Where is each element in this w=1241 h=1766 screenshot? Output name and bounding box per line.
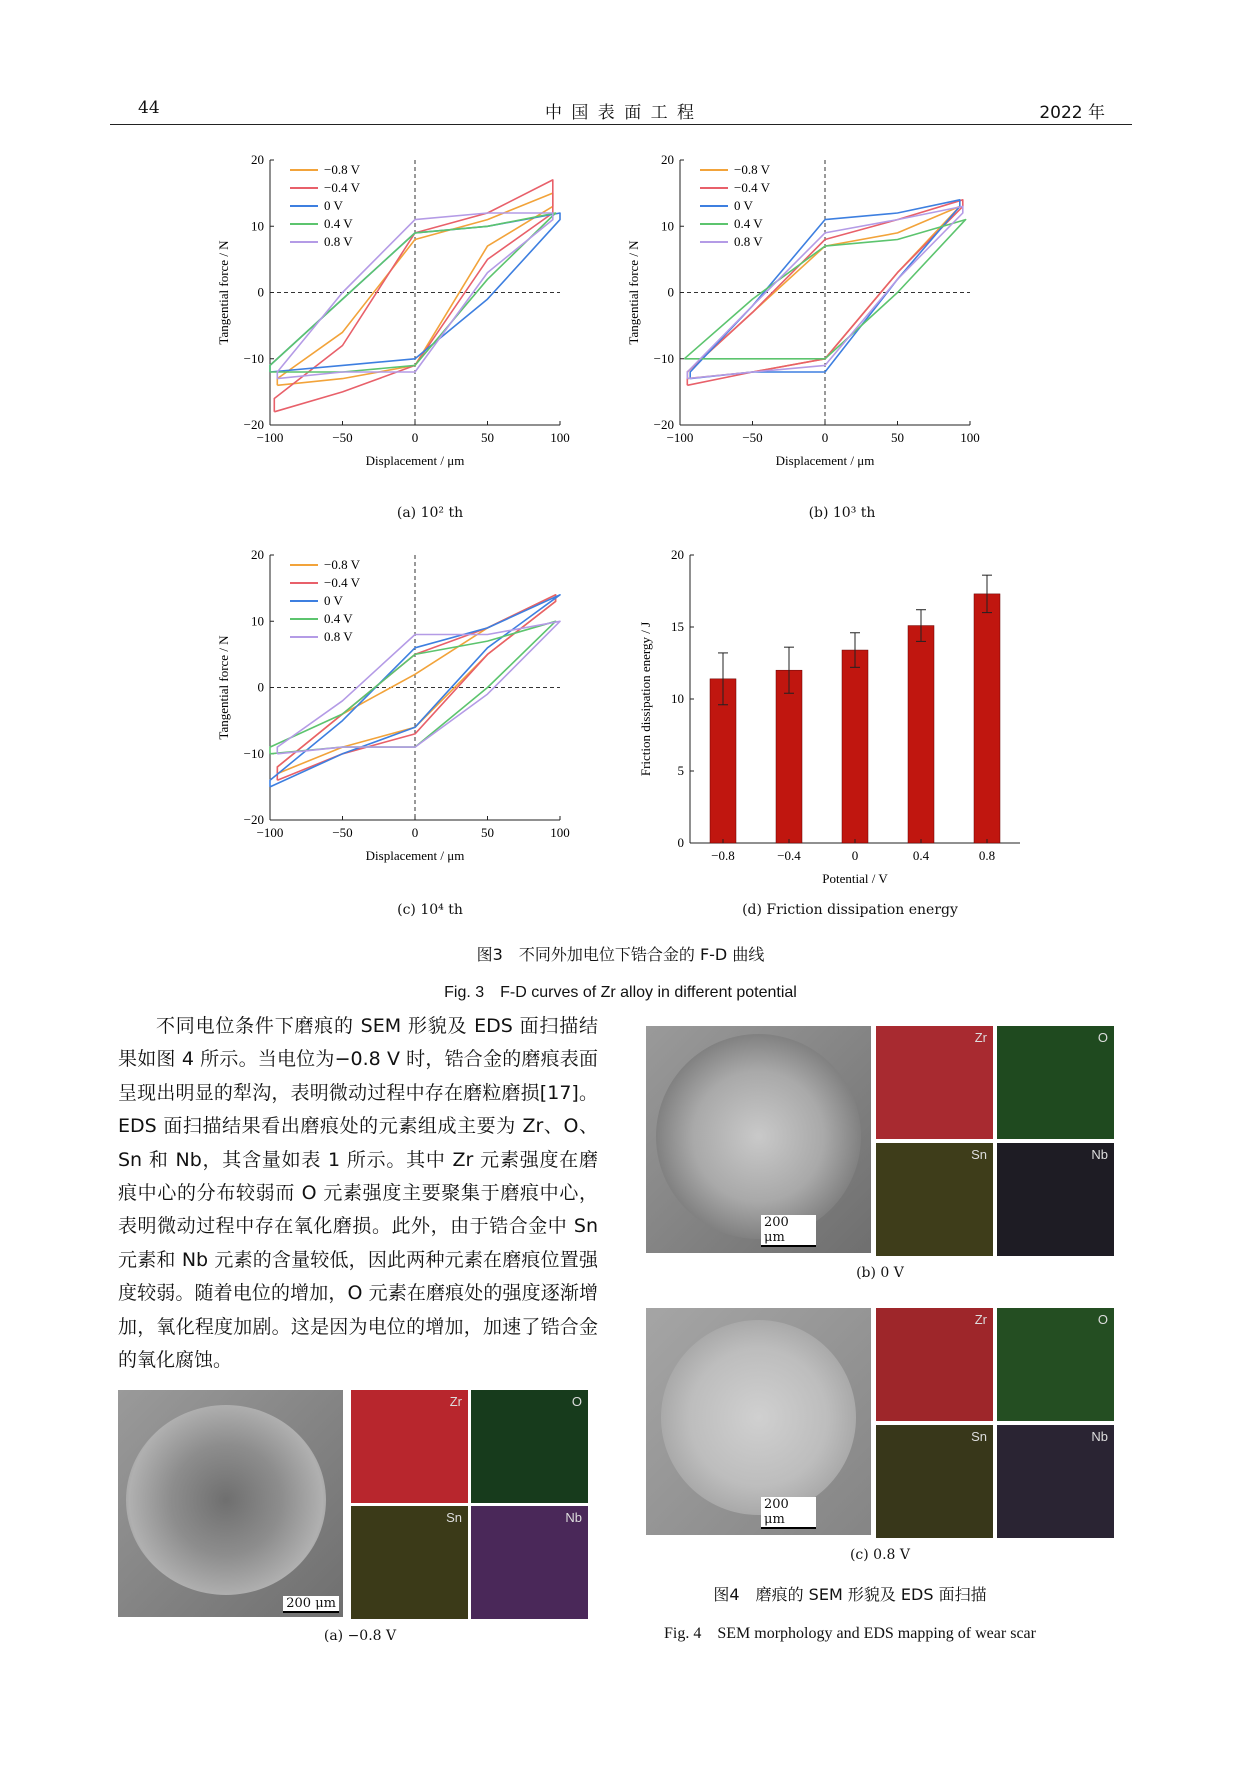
eds-label: Zr bbox=[449, 1394, 462, 1409]
eds-sn-c bbox=[876, 1425, 993, 1538]
caption-a: (a) 10² th bbox=[396, 505, 464, 521]
bar bbox=[974, 594, 1000, 843]
x-tick-label: 0 bbox=[411, 825, 419, 840]
y-tick-label: −10 bbox=[653, 350, 674, 366]
x-tick-label: 50 bbox=[481, 825, 494, 840]
journal-title: 中 国 表 面 工 程 bbox=[544, 103, 697, 123]
eds-sn-a bbox=[351, 1506, 468, 1619]
legend-label: −0.8 V bbox=[734, 162, 770, 177]
body-paragraph bbox=[118, 1010, 598, 1377]
y-tick-label: 10 bbox=[661, 218, 674, 234]
y-tick-label: 0 bbox=[257, 284, 264, 300]
fd-chart-b bbox=[620, 152, 1020, 500]
y-tick-label: −20 bbox=[653, 417, 674, 432]
sem-image-a bbox=[118, 1390, 343, 1617]
scalebar-c: 200 μm bbox=[761, 1497, 816, 1529]
y-tick-label: 15 bbox=[671, 619, 684, 634]
y-axis-label: Tangential force / N bbox=[216, 240, 231, 345]
series-line bbox=[274, 180, 553, 412]
x-tick-label: −50 bbox=[332, 430, 353, 445]
x-tick-label: 100 bbox=[960, 430, 980, 445]
y-tick-label: 0 bbox=[667, 284, 674, 300]
fig4-caption-cn: 图4 磨痕的 SEM 形貌及 EDS 面扫描 bbox=[713, 1585, 987, 1604]
eds-label: O bbox=[1097, 1312, 1108, 1327]
sem-image-b bbox=[646, 1026, 871, 1253]
eds-label: Nb bbox=[565, 1510, 582, 1525]
eds-label: Sn bbox=[446, 1510, 462, 1525]
fig4-subcaption-a: (a) −0.8 V bbox=[323, 1628, 397, 1644]
x-axis-label: Displacement / μm bbox=[775, 453, 875, 468]
y-tick-label: −20 bbox=[243, 812, 264, 827]
legend-label: −0.8 V bbox=[324, 557, 360, 572]
x-tick-label: 50 bbox=[481, 430, 494, 445]
y-tick-label: 0 bbox=[257, 679, 264, 695]
y-tick-label: −10 bbox=[243, 745, 264, 761]
eds-zr-a bbox=[351, 1390, 468, 1503]
energy-bar-chart bbox=[630, 545, 1030, 895]
scalebar-a: 200 μm bbox=[283, 1596, 339, 1613]
legend-label: 0.8 V bbox=[734, 234, 763, 249]
x-axis-label: Displacement / μm bbox=[365, 848, 465, 863]
y-tick-label: 20 bbox=[661, 152, 674, 167]
x-tick-label: 100 bbox=[550, 825, 570, 840]
bar bbox=[842, 650, 868, 843]
fd-chart-c bbox=[210, 547, 610, 895]
legend-label: −0.4 V bbox=[324, 180, 360, 195]
page-number: 44 bbox=[138, 98, 160, 118]
y-axis-label: Tangential force / N bbox=[626, 240, 641, 345]
caption-c: (c) 10⁴ th bbox=[397, 902, 463, 918]
legend-label: 0.4 V bbox=[734, 216, 763, 231]
eds-label: Sn bbox=[971, 1429, 987, 1444]
eds-zr-c bbox=[876, 1308, 993, 1421]
x-axis-label: Potential / V bbox=[822, 871, 888, 886]
eds-label: Zr bbox=[974, 1030, 987, 1045]
fig3-caption-en: Fig. 3 F-D curves of Zr alloy in different potential bbox=[444, 984, 797, 1001]
caption-b: (b) 10³ th bbox=[808, 505, 876, 521]
eds-label: Zr bbox=[974, 1312, 987, 1327]
eds-o-b bbox=[997, 1026, 1114, 1139]
x-tick-label: −0.4 bbox=[777, 848, 801, 863]
eds-zr-b bbox=[876, 1026, 993, 1139]
year: 2022 年 bbox=[1039, 103, 1105, 123]
paragraph-text: 不同电位条件下磨痕的 SEM 形貌及 EDS 面扫描结果如图 4 所示。当电位为−0.8 V 时，锆合金的磨痕表面呈现出明显的犁沟，表明微动过程中存在磨粒磨损[17]。EDS 面扫描结果看出磨痕处的元素组成主要为 Zr、O、Sn 和 Nb，其含量如表 1 所示。其中 Zr 元素强度在磨痕中心的分布较弱而 O 元素强度主要聚集于磨痕中心，表明微动过程中存在氧化磨损。此外，由于锆合金中 Sn 元素和 Nb 元素的含量较低，因此两种元素在磨痕位置强度较弱。随着电位的增加，O 元素在磨痕处的强度逐渐增加，氧化程度加剧。这是因为电位的增加，加速了锆合金的氧化腐蚀。 bbox=[118, 1015, 598, 1372]
legend-label: 0.8 V bbox=[324, 629, 353, 644]
x-tick-label: 50 bbox=[891, 430, 904, 445]
scalebar-b: 200 μm bbox=[761, 1215, 816, 1247]
bar bbox=[776, 670, 802, 843]
legend-label: 0 V bbox=[734, 198, 753, 213]
legend-label: 0.8 V bbox=[324, 234, 353, 249]
eds-label: Nb bbox=[1091, 1429, 1108, 1444]
x-tick-label: −100 bbox=[256, 825, 284, 840]
legend-label: 0 V bbox=[324, 593, 343, 608]
y-tick-label: 0 bbox=[677, 835, 684, 850]
fig3-caption-cn: 图3 不同外加电位下锆合金的 F-D 曲线 bbox=[476, 945, 765, 964]
x-tick-label: 100 bbox=[550, 430, 570, 445]
y-tick-label: −10 bbox=[243, 350, 264, 366]
eds-label: Nb bbox=[1091, 1147, 1108, 1162]
eds-nb-b bbox=[997, 1143, 1114, 1256]
y-tick-label: 10 bbox=[671, 691, 684, 706]
legend-label: 0 V bbox=[324, 198, 343, 213]
y-tick-label: −20 bbox=[243, 417, 264, 432]
x-tick-label: −50 bbox=[742, 430, 763, 445]
x-tick-label: 0.4 bbox=[912, 848, 930, 863]
eds-sn-b bbox=[876, 1143, 993, 1256]
eds-label: O bbox=[571, 1394, 582, 1409]
fig4-subcaption-c: (c) 0.8 V bbox=[849, 1547, 911, 1563]
y-tick-label: 20 bbox=[671, 547, 684, 562]
fig4-caption-en: Fig. 4 SEM morphology and EDS mapping of wear scar bbox=[664, 1625, 1036, 1642]
eds-nb-c bbox=[997, 1425, 1114, 1538]
y-tick-label: 20 bbox=[251, 152, 264, 167]
y-tick-label: 5 bbox=[677, 763, 684, 778]
x-tick-label: −50 bbox=[332, 825, 353, 840]
x-tick-label: 0 bbox=[411, 430, 419, 445]
eds-o-c bbox=[997, 1308, 1114, 1421]
legend-label: −0.8 V bbox=[324, 162, 360, 177]
y-axis-label: Tangential force / N bbox=[216, 635, 231, 740]
legend-label: −0.4 V bbox=[734, 180, 770, 195]
x-tick-label: −0.8 bbox=[711, 848, 735, 863]
y-tick-label: 20 bbox=[251, 547, 264, 562]
sem-image-c bbox=[646, 1308, 871, 1535]
eds-label: Sn bbox=[971, 1147, 987, 1162]
bar bbox=[908, 626, 934, 843]
y-axis-label: Friction dissipation energy / J bbox=[638, 621, 653, 777]
x-tick-label: 0.8 bbox=[978, 848, 996, 863]
x-tick-label: −100 bbox=[666, 430, 694, 445]
y-tick-label: 10 bbox=[251, 613, 264, 629]
legend-label: 0.4 V bbox=[324, 611, 353, 626]
eds-label: O bbox=[1097, 1030, 1108, 1045]
y-tick-label: 10 bbox=[251, 218, 264, 234]
legend-label: 0.4 V bbox=[324, 216, 353, 231]
caption-d: (d) Friction dissipation energy bbox=[742, 902, 958, 918]
x-tick-label: 0 bbox=[851, 848, 859, 863]
fig4-subcaption-b: (b) 0 V bbox=[856, 1265, 904, 1281]
eds-nb-a bbox=[471, 1506, 588, 1619]
x-axis-label: Displacement / μm bbox=[365, 453, 465, 468]
eds-o-a bbox=[471, 1390, 588, 1503]
header-rule bbox=[110, 124, 1132, 125]
fd-chart-a bbox=[210, 152, 610, 500]
x-tick-label: −100 bbox=[256, 430, 284, 445]
legend-label: −0.4 V bbox=[324, 575, 360, 590]
x-tick-label: 0 bbox=[821, 430, 829, 445]
